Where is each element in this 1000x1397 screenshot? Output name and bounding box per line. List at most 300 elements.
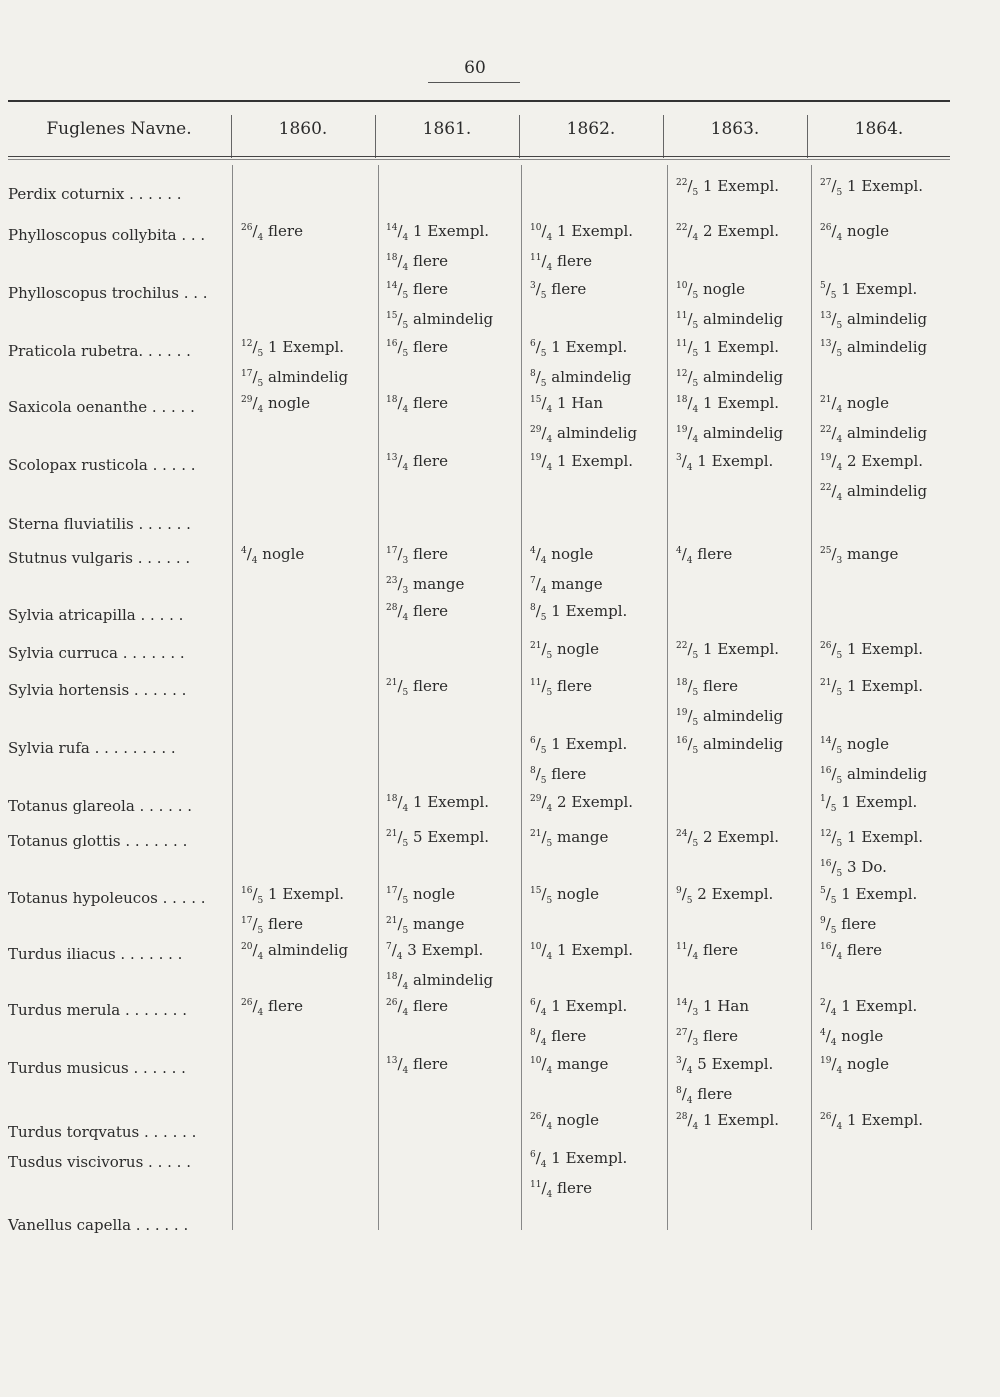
observation-text: flere [552,1179,592,1197]
page-number: 60 [464,58,486,78]
observation-cell [241,541,304,571]
day-value: 4 [676,546,682,556]
day-value: 11 [530,253,542,263]
day-value: 8 [530,603,536,613]
day-value: 14 [820,736,832,746]
observation-entry: $^2/_4$ 1 Exempl. [820,997,918,1018]
observation-entry: $^{20}/_4$ almindelig [241,941,349,962]
observation-text: mange [552,828,609,846]
observation-cell [386,390,448,420]
observation-cell [676,731,783,761]
observation-entry: $^{10}/_4$ 1 Exempl. [530,941,634,962]
observation-cell [676,673,783,733]
day-value: 14 [386,223,398,233]
month-value: 4 [686,1096,693,1106]
month-value: 4 [251,556,258,566]
observation-text: 1 Exempl. [692,452,774,470]
observation-entry: $^{21}/_5$ flere [386,677,448,698]
observation-text: nogle [257,545,305,563]
observation-text: 1 Exempl. [842,677,924,695]
day-value: 18 [386,253,398,263]
species-name: Turdus musicus . . . . . . [8,1059,186,1077]
month-value: 5 [836,688,843,698]
month-value: 4 [546,1122,553,1132]
observation-entry: $^{16}/_5$ flere [386,338,448,359]
day-value: 6 [530,1150,536,1160]
day-value: 21 [386,829,398,839]
month-value: 5 [540,613,547,623]
observation-entry: $^8/_4$ flere [676,1085,733,1106]
observation-entry: $^{13}/_5$ almindelig [820,310,928,331]
observation-entry: $^{12}/_5$ almindelig [676,368,784,389]
observation-entry: $^{16}/_4$ flere [820,941,882,962]
observation-cell [676,334,783,394]
month-value: 4 [257,952,264,962]
observation-text: 2 Exempl. [698,828,780,846]
day-value: 18 [676,395,688,405]
day-value: 26 [241,223,253,233]
day-value: 18 [676,678,688,688]
observation-cell [386,541,464,601]
day-value: 9 [820,916,826,926]
day-value: 19 [676,425,688,435]
observation-cell [820,218,889,248]
month-value: 5 [830,896,837,906]
day-value: 7 [530,576,536,586]
observation-text: mange [546,575,603,593]
observation-text: 1 Exempl. [836,885,918,903]
day-value: 11 [676,339,688,349]
month-value: 4 [830,1008,837,1018]
observation-entry: $^4/_4$ nogle [241,545,305,566]
column-divider [667,165,668,1230]
day-value: 29 [241,395,253,405]
observation-entry: $^{28}/_4$ flere [386,602,448,623]
header-divider [663,115,664,158]
day-value: 9 [676,886,682,896]
observation-text: 1 Exempl. [546,735,628,753]
observation-cell [241,937,348,967]
observation-entry: $^1/_5$ 1 Exempl. [820,793,918,814]
observation-cell [820,276,927,336]
species-name: Phylloscopus collybita . . . [8,226,206,244]
month-value: 5 [830,926,837,936]
observation-entry: $^{11}/_5$ flere [530,677,592,698]
observation-entry: $^{25}/_3$ mange [820,545,899,566]
observation-entry: $^{26}/_5$ 1 Exempl. [820,640,924,661]
day-value: 24 [676,829,688,839]
month-value: 4 [402,1066,409,1076]
month-value: 5 [692,349,699,359]
header-divider [807,115,808,158]
observation-entry: $^{18}/_4$ flere [386,394,448,415]
day-value: 3 [530,281,536,291]
observation-text: flere [546,280,587,298]
day-value: 17 [386,546,398,556]
month-value: 4 [546,804,553,814]
observation-text: nogle [546,545,594,563]
observation-cell [820,993,917,1053]
observation-text: 2 Exempl. [842,452,924,470]
observation-text: flere [698,1027,738,1045]
observation-entry: $^8/_5$ 1 Exempl. [530,602,628,623]
observation-entry: $^{19}/_4$ almindelig [676,424,784,445]
observation-cell [241,390,310,420]
observation-text: mange [408,915,465,933]
observation-entry: $^{14}/_3$ 1 Han [676,997,750,1018]
observation-cell [820,1107,923,1137]
observation-cell [676,390,783,450]
month-value: 4 [546,405,553,415]
observation-entry: $^{14}/_4$ 1 Exempl. [386,222,490,243]
month-value: 4 [692,952,699,962]
observation-cell [820,334,927,364]
day-value: 20 [241,942,253,952]
observation-entry: $^{11}/_5$ almindelig [676,310,784,331]
observation-entry: $^{21}/_5$ 5 Exempl. [386,828,490,849]
observation-entry: $^{10}/_4$ 1 Exempl. [530,222,634,243]
day-value: 13 [386,453,398,463]
observation-cell [530,276,586,306]
observation-text: flere [408,280,448,298]
day-value: 28 [676,1112,688,1122]
observation-text: flere [692,545,733,563]
observation-cell [530,673,592,703]
day-value: 11 [676,311,688,321]
day-value: 23 [386,576,398,586]
observation-cell [676,1107,779,1137]
month-value: 5 [257,926,264,936]
month-value: 4 [546,1066,553,1076]
day-value: 15 [530,886,542,896]
observation-entry: $^{13}/_5$ almindelig [820,338,928,359]
month-value: 5 [402,291,409,301]
month-value: 5 [836,349,843,359]
observation-text: 1 Exempl. [408,222,490,240]
month-value: 4 [402,804,409,814]
page-number-rule [428,82,520,83]
month-value: 4 [836,1066,843,1076]
observation-entry: $^6/_5$ 1 Exempl. [530,338,628,359]
observation-text: almindelig [698,424,784,442]
month-value: 4 [396,952,403,962]
month-value: 5 [836,188,843,198]
day-value: 5 [820,886,826,896]
observation-text: 1 Exempl. [698,640,780,658]
observation-entry: $^{19}/_4$ 1 Exempl. [530,452,634,473]
day-value: 8 [530,369,536,379]
observation-cell [530,881,599,911]
observation-entry: $^{17}/_5$ nogle [386,885,455,906]
header-1861: 1861. [422,119,472,139]
month-value: 4 [402,463,409,473]
header-divider [519,115,520,158]
column-divider [811,165,812,1230]
observation-cell [820,541,898,571]
day-value: 14 [386,281,398,291]
observation-cell [530,731,627,791]
observation-entry: $^{10}/_4$ mange [530,1055,609,1076]
observation-entry: $^{10}/_5$ nogle [676,280,745,301]
observation-cell [530,993,627,1053]
observation-text: flere [408,252,448,270]
day-value: 4 [820,1028,826,1038]
observation-entry: $^{11}/_4$ flere [676,941,738,962]
day-value: 5 [820,281,826,291]
observation-entry: $^4/_4$ nogle [530,545,594,566]
observation-text: flere [546,1027,587,1045]
day-value: 26 [386,998,398,1008]
month-value: 3 [692,1038,699,1048]
day-value: 14 [676,998,688,1008]
species-name: Tusdus viscivorus . . . . . [8,1153,191,1171]
species-name: Sylvia atricapilla . . . . . [8,606,184,624]
day-value: 10 [530,942,542,952]
day-value: 11 [530,1180,542,1190]
observation-text: almindelig [408,971,494,989]
day-value: 22 [820,425,832,435]
day-value: 11 [676,942,688,952]
day-value: 18 [386,395,398,405]
day-value: 10 [676,281,688,291]
observation-cell [386,448,448,478]
observation-text: 1 Exempl. [263,338,345,356]
day-value: 29 [530,425,542,435]
observation-cell [530,789,633,819]
month-value: 4 [836,952,843,962]
observation-text: flere [408,394,448,412]
observation-text: 5 Exempl. [408,828,490,846]
month-value: 5 [830,804,837,814]
observation-text: almindelig [408,310,494,328]
observation-entry: $^{28}/_4$ 1 Exempl. [676,1111,780,1132]
month-value: 4 [540,1160,547,1170]
day-value: 16 [820,942,832,952]
species-name: Scolopax rusticola . . . . . [8,456,196,474]
observation-cell [676,448,773,478]
header-1864: 1864. [854,119,904,139]
month-value: 3 [402,586,409,596]
observation-entry: $^{16}/_5$ 3 Do. [820,858,887,879]
observation-entry: $^6/_4$ 1 Exempl. [530,1149,628,1170]
observation-entry: $^{13}/_4$ flere [386,1055,448,1076]
month-value: 5 [257,379,264,389]
day-value: 8 [530,766,536,776]
observation-entry: $^{19}/_4$ 2 Exempl. [820,452,924,473]
month-value: 4 [540,556,547,566]
observation-entry: $^3/_4$ 5 Exempl. [676,1055,774,1076]
day-value: 19 [530,453,542,463]
observation-text: nogle [698,280,745,298]
day-value: 27 [820,178,832,188]
observation-entry: $^3/_4$ 1 Exempl. [676,452,774,473]
observation-entry: $^{29}/_4$ nogle [241,394,310,415]
month-value: 5 [692,688,699,698]
observation-entry: $^{21}/_5$ mange [530,828,609,849]
month-value: 4 [546,233,553,243]
observation-entry: $^{16}/_5$ almindelig [820,765,928,786]
month-value: 5 [692,839,699,849]
day-value: 16 [820,859,832,869]
month-value: 4 [836,405,843,415]
month-value: 4 [836,435,843,445]
observation-entry: $^{27}/_5$ 1 Exempl. [820,177,924,198]
observation-cell [241,218,303,248]
day-value: 22 [676,178,688,188]
month-value: 4 [540,1008,547,1018]
observation-cell [386,218,489,278]
month-value: 5 [257,349,264,359]
observation-text: almindelig [698,735,784,753]
observation-cell [530,218,633,278]
day-value: 6 [530,736,536,746]
month-value: 4 [540,1038,547,1048]
observation-text: flere [408,452,448,470]
species-name: Sylvia curruca . . . . . . . [8,644,185,662]
observation-text: 1 Exempl. [842,828,924,846]
observation-entry: $^{23}/_3$ mange [386,575,465,596]
observation-cell [530,937,633,967]
month-value: 4 [402,1008,409,1018]
observation-cell [820,448,927,508]
day-value: 4 [241,546,247,556]
species-name: Totanus glottis . . . . . . . [8,832,188,850]
month-value: 4 [692,405,699,415]
day-value: 22 [676,223,688,233]
observation-cell [676,276,783,336]
day-value: 4 [530,546,536,556]
month-value: 4 [692,233,699,243]
observation-cell [386,1051,448,1081]
month-value: 5 [540,349,547,359]
observation-text: flere [408,677,448,695]
species-name: Totanus hypoleucos . . . . . [8,889,206,907]
observation-entry: $^{29}/_4$ almindelig [530,424,638,445]
observation-cell [241,334,348,394]
observation-entry: $^{15}/_5$ nogle [530,885,599,906]
day-value: 21 [530,829,542,839]
observation-text: 5 Exempl. [692,1055,774,1073]
month-value: 5 [402,896,409,906]
observation-entry: $^{26}/_4$ flere [241,997,303,1018]
observation-text: 1 Exempl. [546,1149,628,1167]
month-value: 5 [540,776,547,786]
day-value: 26 [530,1112,542,1122]
observation-cell [530,448,633,478]
observation-cell [530,1051,608,1081]
day-value: 25 [820,546,832,556]
observation-cell [820,390,927,450]
observation-entry: $^{21}/_4$ nogle [820,394,889,415]
observation-cell [386,881,464,941]
observation-entry: $^3/_5$ flere [530,280,587,301]
observation-entry: $^4/_4$ flere [676,545,733,566]
observation-entry: $^{19}/_5$ almindelig [676,707,784,728]
species-name: Perdix coturnix . . . . . . [8,185,182,203]
month-value: 4 [686,463,693,473]
day-value: 16 [820,766,832,776]
observation-entry: $^{27}/_3$ flere [676,1027,738,1048]
observation-cell [386,993,448,1023]
header-bottom-rule [8,159,950,160]
month-value: 5 [836,839,843,849]
observation-entry: $^{15}/_5$ almindelig [386,310,494,331]
observation-text: nogle [842,394,889,412]
month-value: 5 [402,926,409,936]
species-name: Phylloscopus trochilus . . . [8,284,208,302]
day-value: 12 [241,339,253,349]
observation-entry: $^{21}/_5$ nogle [530,640,599,661]
species-name: Turdus torqvatus . . . . . . [8,1123,197,1141]
month-value: 5 [692,746,699,756]
observation-entry: $^{21}/_5$ mange [386,915,465,936]
observation-text: 1 Exempl. [698,338,780,356]
month-value: 3 [402,556,409,566]
observation-cell [530,598,627,628]
day-value: 19 [676,708,688,718]
observation-text: almindelig [842,424,928,442]
observation-entry: $^{14}/_5$ flere [386,280,448,301]
observation-entry: $^6/_4$ 1 Exempl. [530,997,628,1018]
day-value: 26 [820,1112,832,1122]
day-value: 1 [820,794,826,804]
day-value: 10 [530,223,542,233]
observation-text: 1 Exempl. [552,941,634,959]
observation-text: flere [698,677,738,695]
species-name: Turdus iliacus . . . . . . . [8,945,183,963]
month-value: 4 [540,586,547,596]
month-value: 4 [257,233,264,243]
month-value: 5 [692,718,699,728]
day-value: 19 [820,453,832,463]
header-1863: 1863. [710,119,760,139]
observation-text: almindelig [842,482,928,500]
month-value: 4 [692,435,699,445]
observation-text: flere [408,997,448,1015]
observation-text: almindelig [842,765,928,783]
day-value: 17 [241,916,253,926]
day-value: 8 [530,1028,536,1038]
species-name: Saxicola oenanthe . . . . . [8,398,195,416]
day-value: 18 [386,794,398,804]
observation-text: 1 Han [552,394,604,412]
observation-cell [530,334,631,394]
observation-cell [820,881,917,941]
observation-entry: $^{18}/_4$ almindelig [386,971,494,992]
observation-text: almindelig [842,310,928,328]
observation-text: 3 Exempl. [402,941,484,959]
observation-entry: $^{15}/_4$ 1 Han [530,394,604,415]
day-value: 19 [820,1056,832,1066]
observation-text: flere [408,1055,448,1073]
observation-text: flere [692,1085,733,1103]
day-value: 21 [820,678,832,688]
observation-cell [530,541,603,601]
observation-entry: $^{11}/_4$ flere [530,1179,592,1200]
month-value: 5 [402,688,409,698]
observation-cell [530,824,608,854]
day-value: 7 [386,942,392,952]
month-value: 5 [836,869,843,879]
month-value: 4 [830,1038,837,1048]
observation-text: flere [836,915,877,933]
day-value: 16 [241,886,253,896]
observation-text: nogle [842,735,889,753]
observation-entry: $^{18}/_4$ flere [386,252,448,273]
observation-text: 1 Exempl. [263,885,345,903]
month-value: 4 [686,556,693,566]
species-name: Vanellus capella . . . . . . [8,1216,189,1234]
